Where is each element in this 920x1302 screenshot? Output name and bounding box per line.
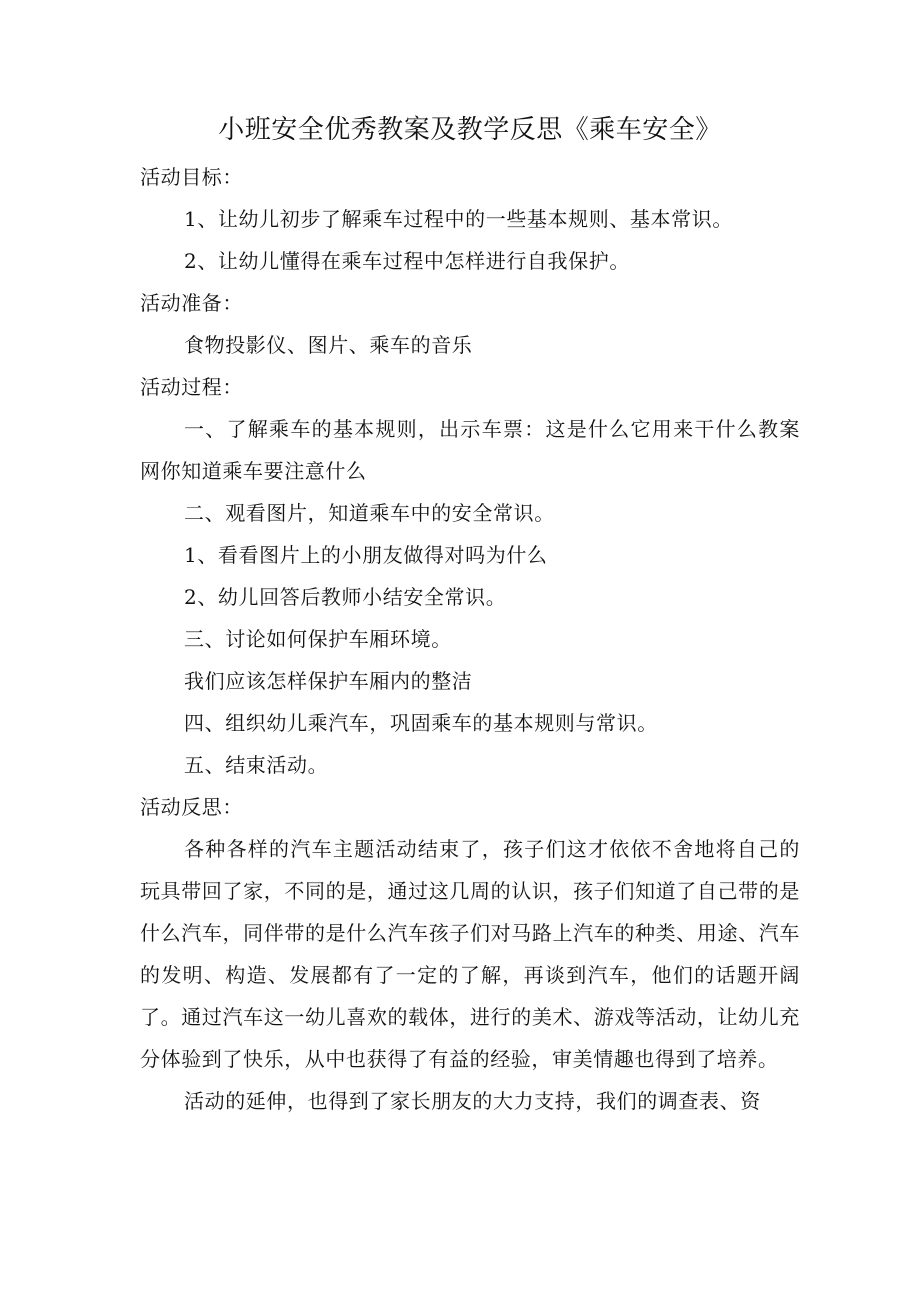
goal-heading: 活动目标： <box>140 165 243 189</box>
reflection-paragraph-1: 各种各样的汽车主题活动结束了，孩子们这才依依不舍地将自己的玩具带回了家，不同的是，通过这几周的认识，孩子们知道了自己带的是什么汽车，同伴带的是什么汽车孩子们对马路上汽车的种类、用途、汽车的发明、构造、发展都有了一定的了解，再谈到汽车，他们的话题开阔了。通过汽车这一幼儿喜欢的载体，进行的美术、游戏等活动，让幼儿充分体验到了快乐，从中也获得了有益的经验，审美情趣也得到了培养。 <box>140 837 800 1071</box>
process-step-1: 一、了解乘车的基本规则，出示车票：这是什么它用来干什么教案网你知道乘车要注意什么 <box>140 417 800 483</box>
prep-heading: 活动准备： <box>140 291 243 315</box>
process-step-2: 二、观看图片，知道乘车中的安全常识。 <box>184 501 555 525</box>
goal-item-2: 2、让幼儿懂得在乘车过程中怎样进行自我保护。 <box>184 249 630 273</box>
process-step-2-1: 1、看看图片上的小朋友做得对吗为什么 <box>184 543 548 567</box>
process-step-4: 四、组织幼儿乘汽车，巩固乘车的基本规则与常识。 <box>184 711 658 735</box>
goal-item-1: 1、让幼儿初步了解乘车过程中的一些基本规则、基本常识。 <box>184 207 733 231</box>
reflection-paragraph-2: 活动的延伸，也得到了家长朋友的大力支持，我们的调查表、资 <box>184 1089 761 1113</box>
process-step-2-2: 2、幼儿回答后教师小结安全常识。 <box>184 585 507 609</box>
document-title: 小班安全优秀教案及教学反思《乘车安全》 <box>218 115 722 145</box>
process-step-5: 五、结束活动。 <box>184 753 329 777</box>
process-heading: 活动过程： <box>140 375 243 399</box>
process-step-3-1: 我们应该怎样保护车厢内的整洁 <box>184 669 473 693</box>
process-step-3: 三、讨论如何保护车厢环境。 <box>184 627 452 651</box>
reflection-heading: 活动反思： <box>140 795 243 819</box>
prep-item: 食物投影仪、图片、乘车的音乐 <box>184 333 473 357</box>
